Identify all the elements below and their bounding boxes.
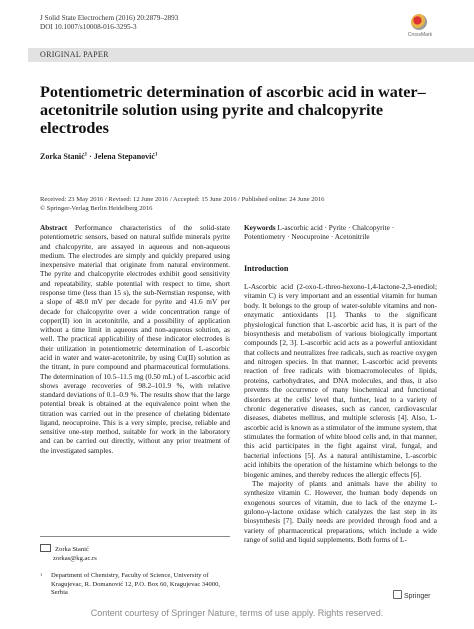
paragraph: L-Ascorbic acid (2-oxo-L-threo-hexono-1,4-lactone-2,3-enediol; vitamin C) is very important and an essential vitamin for human body. It belongs to the group of water-soluble vitamins and non-enzymatic antioxidants [1]. Thanks to the significant physiological function that L-ascorbic acid has, it is part of the biosynthesis and metabolism of various biologically important compounds [2, 3]. L-ascorbic acid acts as a powerful antioxidant that collects and neutralizes free radicals, such as reactive oxygen and nitrogen species. In that manner, L-ascorbic acid prevents reaction of free radicals with biomacromolecules of lipids, proteins, carbohydrates, and DNA molecules, and thus, it also prevents the occurrence of many biochemical and functional disorders at the cells' level that, further, lead to a variety of chronic degenerative diseases, such as cancer, cardiovascular diseases, diabetes mellitus, and multiple sclerosis [4]. Also, L-ascorbic acid is known as a stimulator of the immune system, that stimulates the formation of white blood cells and, in that manner, this acid participates in the fight against viral, fungal, and bacterial infections [5]. As a natural antihistamine, L-ascorbic acid inhibits the operation of the histamine which belongs to the biogenic amines, and thereby reduces the allergic effects [6]. (244, 282, 437, 479)
section-label: ORIGINAL PAPER (40, 50, 109, 59)
paragraph: The majority of plants and animals have the ability to synthesize vitamin C. However, the human body depends on exogenous sources of vitamin, due to lack of the enzyme L-gulono-γ-lactone oxidase which catalyzes the last step in its biosynthesis [7]. Daily needs are provided through food and a variety of pharmaceutical preparations, which include a wide range of solid and liquid supplements. Both forms of L- (244, 478, 437, 545)
contact-email[interactable]: zorkas@kg.ac.rs (53, 554, 97, 562)
introduction-body (244, 282, 437, 545)
dates-line: Received: 23 May 2016 / Revised: 12 June 2016 / Accepted: 15 June 2016 / Published online: 24 June 2016 (40, 196, 325, 203)
keywords (244, 223, 436, 242)
section-bar (28, 48, 474, 62)
article-history (40, 195, 440, 213)
crossmark-label: CrossMark (407, 32, 433, 38)
crossmark-icon[interactable] (400, 14, 440, 42)
courtesy-notice: Content courtesy of Springer Nature, terms of use apply. Rights reserved. (90, 608, 384, 618)
corresponding-author (40, 544, 97, 563)
author-list (40, 152, 157, 161)
crossmark-logo (411, 14, 427, 30)
journal-info (40, 14, 178, 32)
publisher-logo (393, 590, 430, 600)
author-name[interactable]: Zorka Stanić (40, 152, 85, 161)
affiliation-sup: 1 (40, 572, 43, 577)
doi: DOI 10.1007/s10008-016-3295-3 (40, 23, 137, 31)
abstract (40, 223, 230, 455)
contact-name: Zorka Stanić (55, 546, 89, 553)
author-affil-sup: 1 (154, 152, 158, 158)
author-name[interactable]: Jelena Stepanović (93, 152, 155, 161)
article-title: Potentiometric determination of ascorbic acid in water–acetonitrile solution using pyrite and chalcopyrite electrodes (40, 83, 426, 137)
footnote-divider (40, 536, 230, 537)
keywords-text: L-ascorbic acid · Pyrite · Chalcopyrite · Potentiometry · Neocuproine · Acetonitrile (244, 223, 395, 242)
author-affil-sup: 1 (84, 152, 88, 158)
journal-citation: J Solid State Electrochem (2016) 20:2879–2893 (40, 14, 179, 22)
springer-horse-icon (393, 590, 402, 599)
envelope-icon (40, 544, 51, 552)
abstract-text: Performance characteristics of the solid-state potentiometric sensors, based on natural sulfide minerals pyrite and chalcopyrite, are assayed in aqueous and non-aqueous medium. The electrodes are simply and quickly prepared using inexpensive material that originate from natural environment. The pyrite and chalcopyrite electrodes exhibit good sensitivity and repeatability, stable potential with respect to time, short response time (less than 15 s), the sub-Nernstian response, with a slope of 48.0 mV per decade for pyrite and 41.6 mV per decade for chalcopyrite over a wide concentration range of copper(II) ion in acetonitrile, and a possibility of application without a time limit in aqueous and non-aqueous solution, as well. The practical applicability of these indicator electrodes is their utilization in potentiometric determination of L-ascorbic acid in water and water-acetonitrile, by using Cu(II) solution as the titrant, in pure compound and pharmaceutical formulations. The determination of 10.5–11.5 mg (0.50 mL) of L-ascorbic acid shows average recoveries of 98.2–101.9 %, with relative standard deviations of 0.1–0.9 %. The results show that the large potential break is obtained at the equivalence point when the titration was carried out in the presence of chelating bidentate ligand, neocuproine. This is a very simple, precise, reliable and sensitive one-step method, suitable for work in the laboratory and can be carried out directly, without any prior treatment of the investigated samples. (40, 223, 230, 455)
affiliation-text: Department of Chemistry, Faculty of Science, University of Kragujevac, R. Domanović 12, P.O. Box 60, Kragujevac 34000, Serbia (51, 572, 221, 596)
publisher-name: Springer (404, 593, 431, 600)
affiliation (40, 572, 230, 598)
author-separator: · (87, 152, 94, 161)
keywords-label: Keywords (244, 223, 276, 232)
introduction-heading: Introduction (244, 264, 289, 273)
copyright-line: © Springer-Verlag Berlin Heidelberg 2016 (40, 205, 153, 212)
abstract-label: Abstract (40, 223, 68, 232)
